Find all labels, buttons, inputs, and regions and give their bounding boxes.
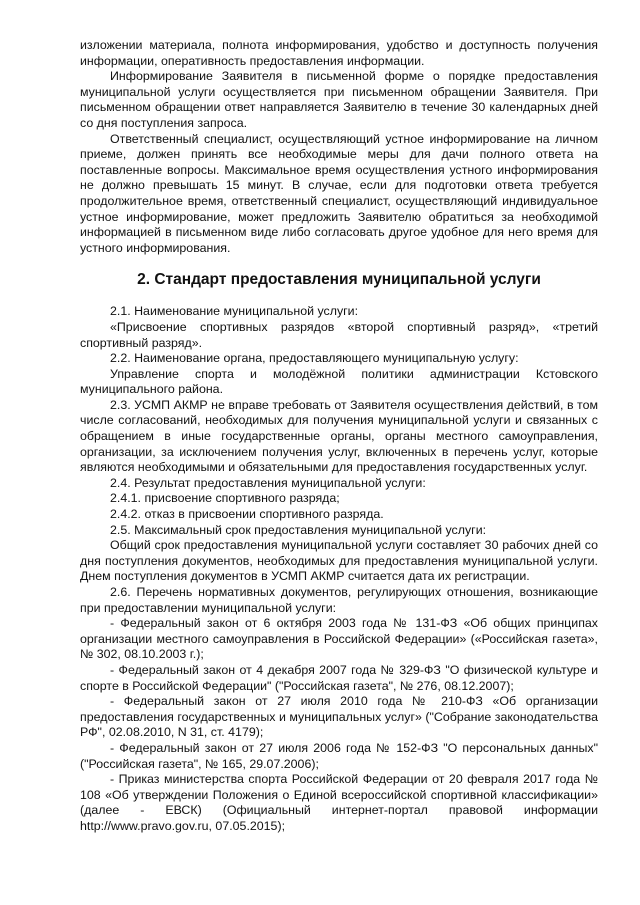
law-item-order-108: - Приказ министерства спорта Российской Федерации от 20 февраля 2017 года № 108 «Об утверждении Положения о Единой всероссийской спортивной классификации» (далее - ЕВСК) (Официальный интернет-портал правовой информации http://www.pravo.gov.ru, 07.05.2015); (80, 772, 598, 833)
law-item-210-fz: - Федеральный закон от 27 июля 2010 года № 210-ФЗ «Об организации предоставления государственных и муниципальных услуг» ("Собрание законодательства РФ", 02.08.2010, N 31, ст. 4179); (80, 694, 598, 740)
law-item-329-fz: - Федеральный закон от 4 декабря 2007 года № 329-ФЗ "О физической культуре и спорте в Российской Федерации" ("Российская газета", № 276, 08.12.2007); (80, 662, 598, 693)
clause-2-2-text: Управление спорта и молодёжной политики администрации Кстовского муниципального района. (80, 366, 598, 397)
clause-2-2-heading: 2.2. Наименование органа, предоставляющего муниципальную услугу: (110, 351, 519, 366)
clause-2-1-heading: 2.1. Наименование муниципальной услуги: (110, 304, 359, 319)
clause-2-4-heading: 2.4. Результат предоставления муниципальной услуги: (110, 475, 426, 490)
clause-2-4-2: 2.4.2. отказ в присвоении спортивного разряда. (110, 507, 384, 522)
law-item-131-fz: - Федеральный закон от 6 октября 2003 года № 131-ФЗ «Об общих принципах организации местного самоуправления в Российской Федерации» («Российская газета», № 302, 08.10.2003 г.); (80, 616, 598, 662)
clause-2-5-text: Общий срок предоставления муниципальной услуги составляет 30 рабочих дней со дня поступления документов, необходимых для предоставления муниципальной услуги. Днем поступления документов в УСМП АКМР считается дата их регистрации. (80, 538, 598, 584)
intro-paragraph-written-info: Информирование Заявителя в письменной форме о порядке предоставления муниципальной услуги осуществляется при письменном обращении Заявителя. При письменном обращении ответ направляется Заявителю в течение 30 календарных дней со дня поступления запроса. (80, 69, 598, 130)
intro-paragraph-continued: изложении материала, полнота информирования, удобство и доступность получения информации, оперативность предоставления информации. (80, 38, 598, 68)
clause-2-4-1: 2.4.1. присвоение спортивного разряда; (110, 491, 340, 506)
clause-2-1-text: «Присвоение спортивных разрядов «второй спортивный разряд», «третий спортивный разряд». (80, 319, 598, 350)
intro-paragraph-oral-info: Ответственный специалист, осуществляющий устное информирование на личном приеме, должен принять все необходимые меры для дачи полного ответа на поставленные вопросы. Максимальное время осуществления устного информирования не должно превышать 15 минут. В случае, если для подготовки ответа требуется продолжительное время, ответственный специалист, осуществляющий индивидуальное устное информирование, может предложить Заявителю обратиться за необходимой информацией в письменном виде либо согласовать другое удобное для него время для устного информирования. (80, 131, 598, 255)
clause-2-5-heading: 2.5. Максимальный срок предоставления муниципальной услуги: (110, 522, 487, 537)
clause-2-6-heading: 2.6. Перечень нормативных документов, регулирующих отношения, возникающие при предоставлении муниципальной услуги: (80, 585, 598, 615)
clause-2-3-text: 2.3. УСМП АКМР не вправе требовать от Заявителя осуществления действий, в том числе согласований, необходимых для получения муниципальной услуги и связанных с обращением в иные государственные органы, органы местного самоуправления, организации, за исключением получения услуг, включенных в перечень услуг, которые являются необходимыми и обязательными для предоставления государственных услуг. (80, 397, 598, 475)
section-title: 2. Стандарт предоставления муниципальной услуги (137, 271, 541, 289)
law-item-152-fz: - Федеральный закон от 27 июля 2006 года № 152-ФЗ "О персональных данных" ("Российская газета", № 165, 29.07.2006); (80, 740, 598, 771)
